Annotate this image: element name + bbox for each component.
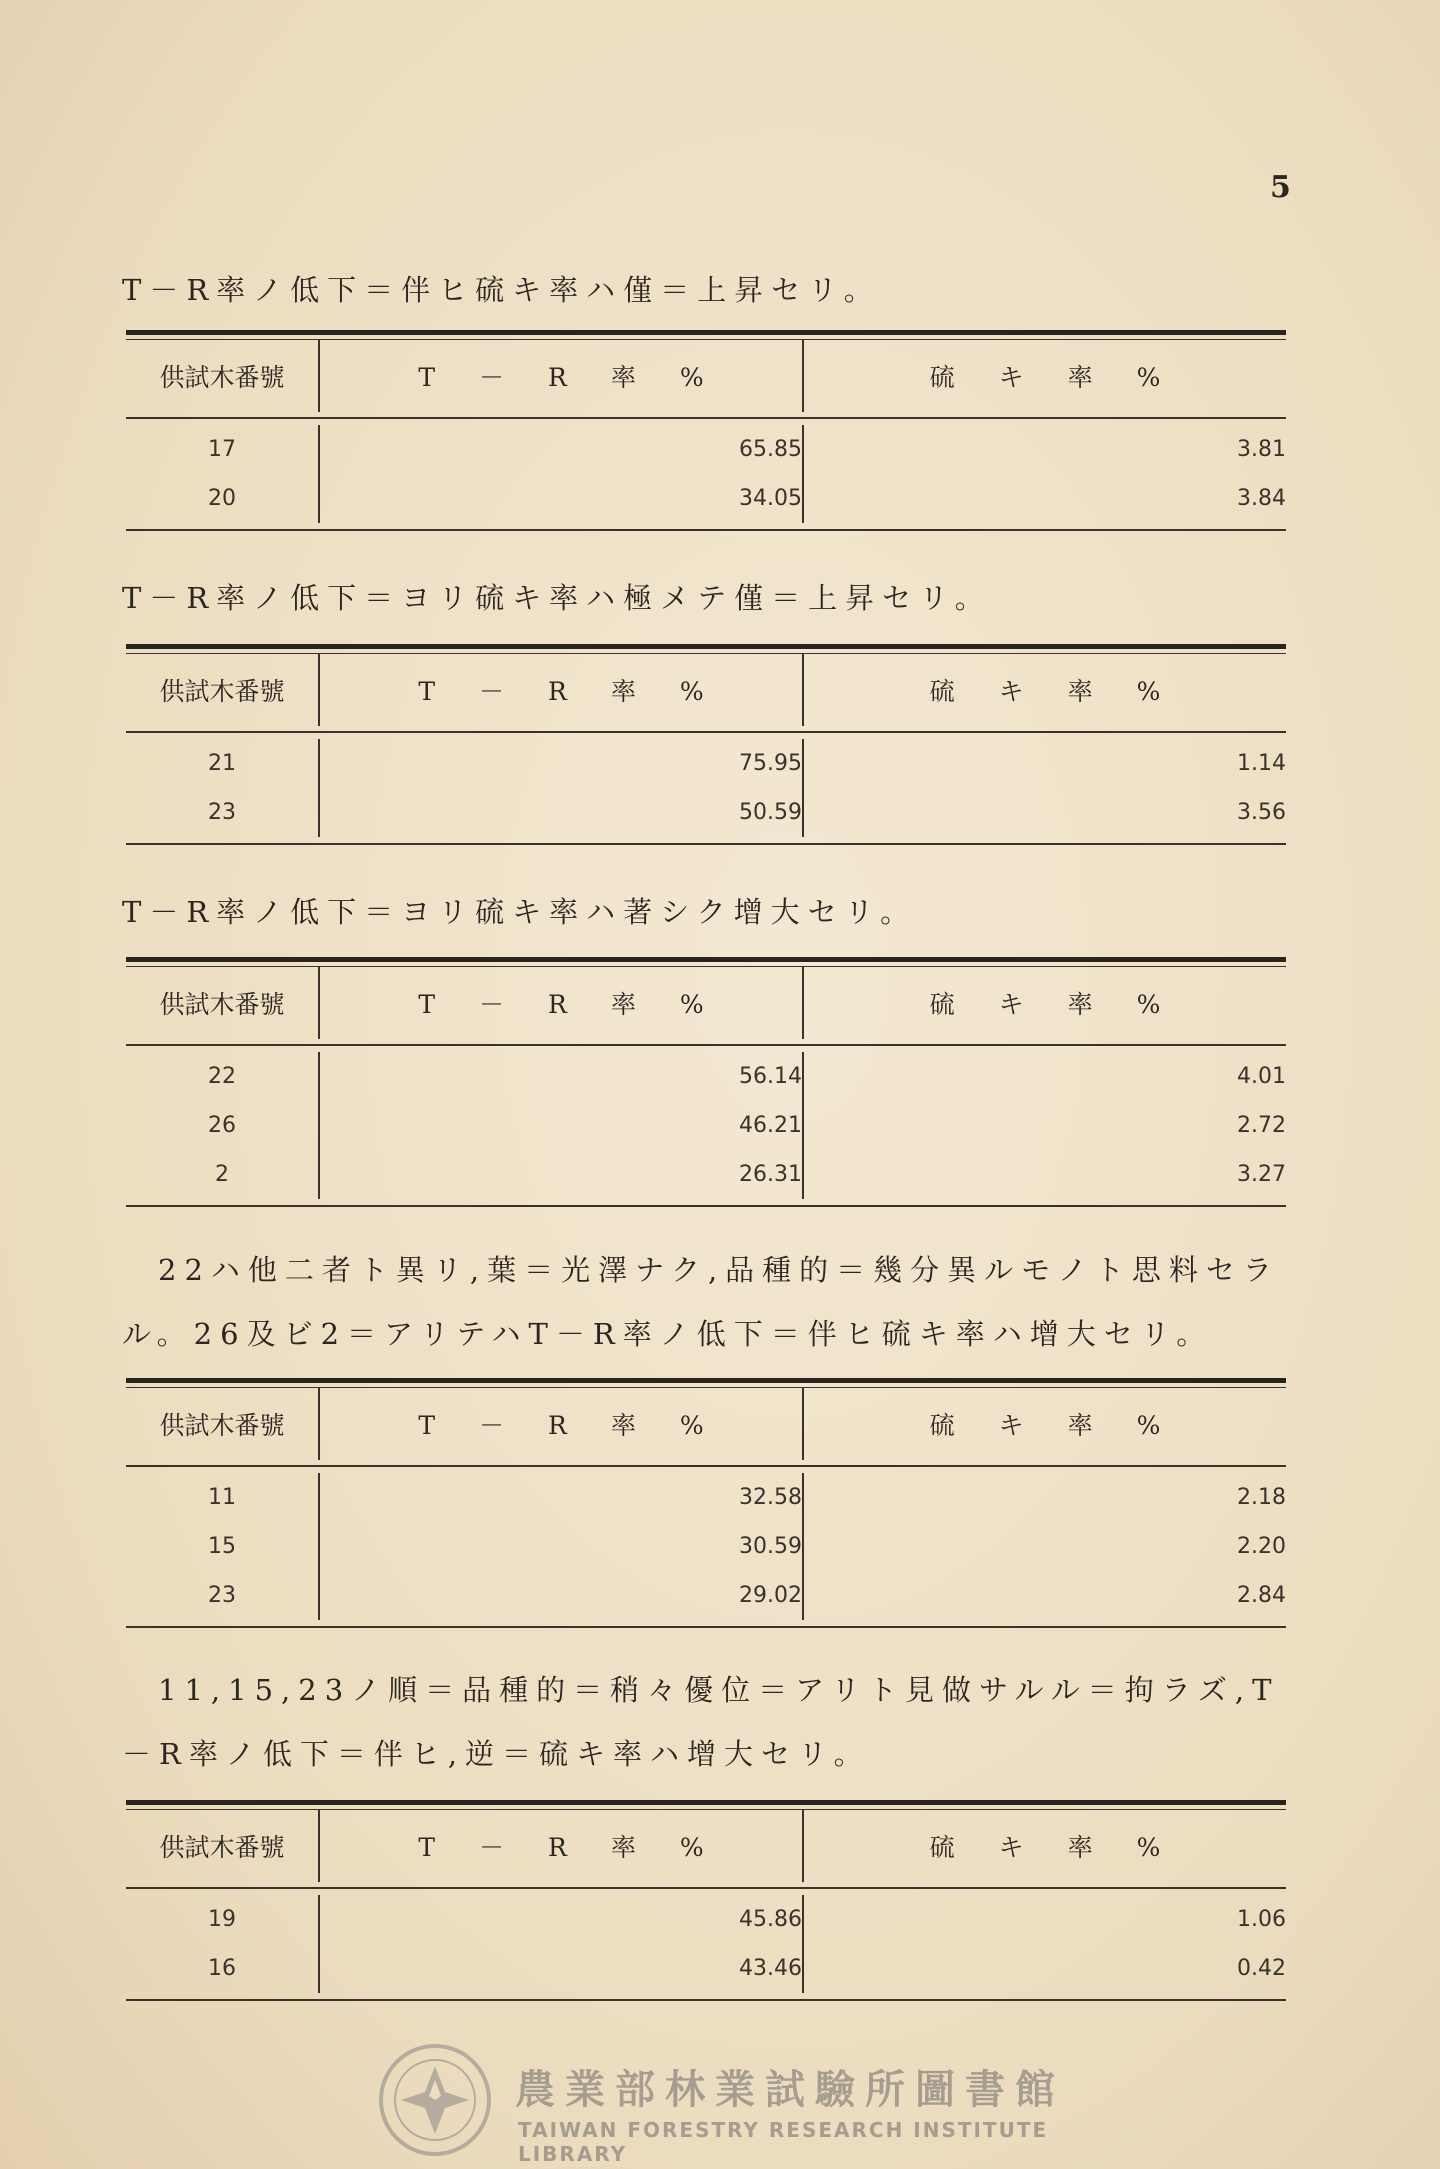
cell-tr-rate: 26.31 xyxy=(318,1150,802,1199)
header-sulfur-rate: 硫キ率% xyxy=(802,340,1286,412)
table-row xyxy=(126,425,1286,474)
cell-sulfur-rate: 1.14 xyxy=(802,739,1286,788)
header-sulfur-rate: 硫キ率% xyxy=(802,1810,1286,1882)
cell-specimen-no: 15 xyxy=(208,1534,236,1559)
table-1 xyxy=(126,330,1286,531)
cell-tr-rate: 46.21 xyxy=(318,1101,802,1150)
table-row xyxy=(126,1150,1286,1199)
table-5 xyxy=(126,1800,1286,2001)
cell-sulfur-rate: 0.42 xyxy=(802,1944,1286,1993)
table-header xyxy=(126,962,1286,1046)
cell-sulfur-rate: 2.72 xyxy=(802,1101,1286,1150)
table-row xyxy=(126,1101,1286,1150)
cell-tr-rate: 29.02 xyxy=(318,1571,802,1620)
header-sulfur-rate: 硫キ率% xyxy=(802,967,1286,1039)
header-specimen-no: 供試木番號 xyxy=(159,677,285,706)
cell-sulfur-rate: 3.81 xyxy=(802,425,1286,474)
paragraph-5: 11,15,23ノ順＝品種的＝稍々優位＝アリト見做サルル＝拘ラズ,T－R率ノ低下＝伴ヒ,逆＝硫キ率ハ增大セリ。 xyxy=(122,1673,1280,1771)
header-tr-rate: T－R率% xyxy=(318,1388,802,1460)
cell-specimen-no: 23 xyxy=(208,1583,236,1608)
table-row xyxy=(126,1571,1286,1620)
cell-tr-rate: 50.59 xyxy=(318,788,802,837)
cell-sulfur-rate: 3.84 xyxy=(802,474,1286,523)
paragraph-4: 22ハ他二者ト異リ,葉＝光澤ナク,品種的＝幾分異ルモノト思料セラル。26及ビ2＝アリテハT－R率ノ低下＝伴ヒ硫キ率ハ增大セリ。 xyxy=(122,1253,1280,1351)
cell-tr-rate: 75.95 xyxy=(318,739,802,788)
table-row xyxy=(126,739,1286,788)
table-row xyxy=(126,1895,1286,1944)
cell-specimen-no: 11 xyxy=(208,1485,236,1510)
cell-sulfur-rate: 3.27 xyxy=(802,1150,1286,1199)
table-row xyxy=(126,1522,1286,1571)
cell-sulfur-rate: 2.18 xyxy=(802,1473,1286,1522)
cell-tr-rate: 34.05 xyxy=(318,474,802,523)
library-name-chinese: 農業部林業試驗所圖書館 xyxy=(515,2067,1065,2113)
cell-sulfur-rate: 4.01 xyxy=(802,1052,1286,1101)
cell-specimen-no: 2 xyxy=(215,1162,229,1187)
table-header xyxy=(126,649,1286,733)
library-seal-icon xyxy=(375,2040,495,2160)
header-specimen-no: 供試木番號 xyxy=(159,1411,285,1440)
header-specimen-no: 供試木番號 xyxy=(159,990,285,1019)
table-header xyxy=(126,1383,1286,1467)
table-row xyxy=(126,788,1286,837)
cell-tr-rate: 56.14 xyxy=(318,1052,802,1101)
cell-specimen-no: 16 xyxy=(208,1956,236,1981)
cell-sulfur-rate: 2.84 xyxy=(802,1571,1286,1620)
cell-tr-rate: 32.58 xyxy=(318,1473,802,1522)
library-watermark xyxy=(375,2040,1075,2166)
cell-specimen-no: 19 xyxy=(208,1907,236,1932)
header-tr-rate: T－R率% xyxy=(318,967,802,1039)
cell-tr-rate: 45.86 xyxy=(318,1895,802,1944)
table-4 xyxy=(126,1378,1286,1628)
header-sulfur-rate: 硫キ率% xyxy=(802,654,1286,726)
cell-specimen-no: 20 xyxy=(208,486,236,511)
cell-sulfur-rate: 2.20 xyxy=(802,1522,1286,1571)
header-tr-rate: T－R率% xyxy=(318,1810,802,1882)
paragraph-3: T－R率ノ低下＝ヨリ硫キ率ハ著シク增大セリ。 xyxy=(122,895,918,929)
page-number: 5 xyxy=(1270,170,1291,205)
header-tr-rate: T－R率% xyxy=(318,340,802,412)
table-2 xyxy=(126,644,1286,845)
cell-tr-rate: 65.85 xyxy=(318,425,802,474)
header-sulfur-rate: 硫キ率% xyxy=(802,1388,1286,1460)
cell-sulfur-rate: 3.56 xyxy=(802,788,1286,837)
table-header xyxy=(126,335,1286,419)
cell-specimen-no: 22 xyxy=(208,1064,236,1089)
cell-specimen-no: 26 xyxy=(208,1113,236,1138)
library-name-english: TAIWAN FORESTRY RESEARCH INSTITUTE LIBRARY xyxy=(518,2118,1049,2166)
header-tr-rate: T－R率% xyxy=(318,654,802,726)
cell-specimen-no: 17 xyxy=(208,437,236,462)
table-row xyxy=(126,474,1286,523)
header-specimen-no: 供試木番號 xyxy=(159,363,285,392)
cell-specimen-no: 21 xyxy=(208,751,236,776)
table-row xyxy=(126,1944,1286,1993)
cell-specimen-no: 23 xyxy=(208,800,236,825)
header-specimen-no: 供試木番號 xyxy=(159,1833,285,1862)
table-row xyxy=(126,1473,1286,1522)
table-3 xyxy=(126,957,1286,1207)
paragraph-2: T－R率ノ低下＝ヨリ硫キ率ハ極メテ僅＝上昇セリ。 xyxy=(122,581,992,615)
table-row xyxy=(126,1052,1286,1101)
cell-tr-rate: 43.46 xyxy=(318,1944,802,1993)
table-header xyxy=(126,1805,1286,1889)
cell-sulfur-rate: 1.06 xyxy=(802,1895,1286,1944)
cell-tr-rate: 30.59 xyxy=(318,1522,802,1571)
paragraph-1: T－R率ノ低下＝伴ヒ硫キ率ハ僅＝上昇セリ。 xyxy=(122,273,881,307)
